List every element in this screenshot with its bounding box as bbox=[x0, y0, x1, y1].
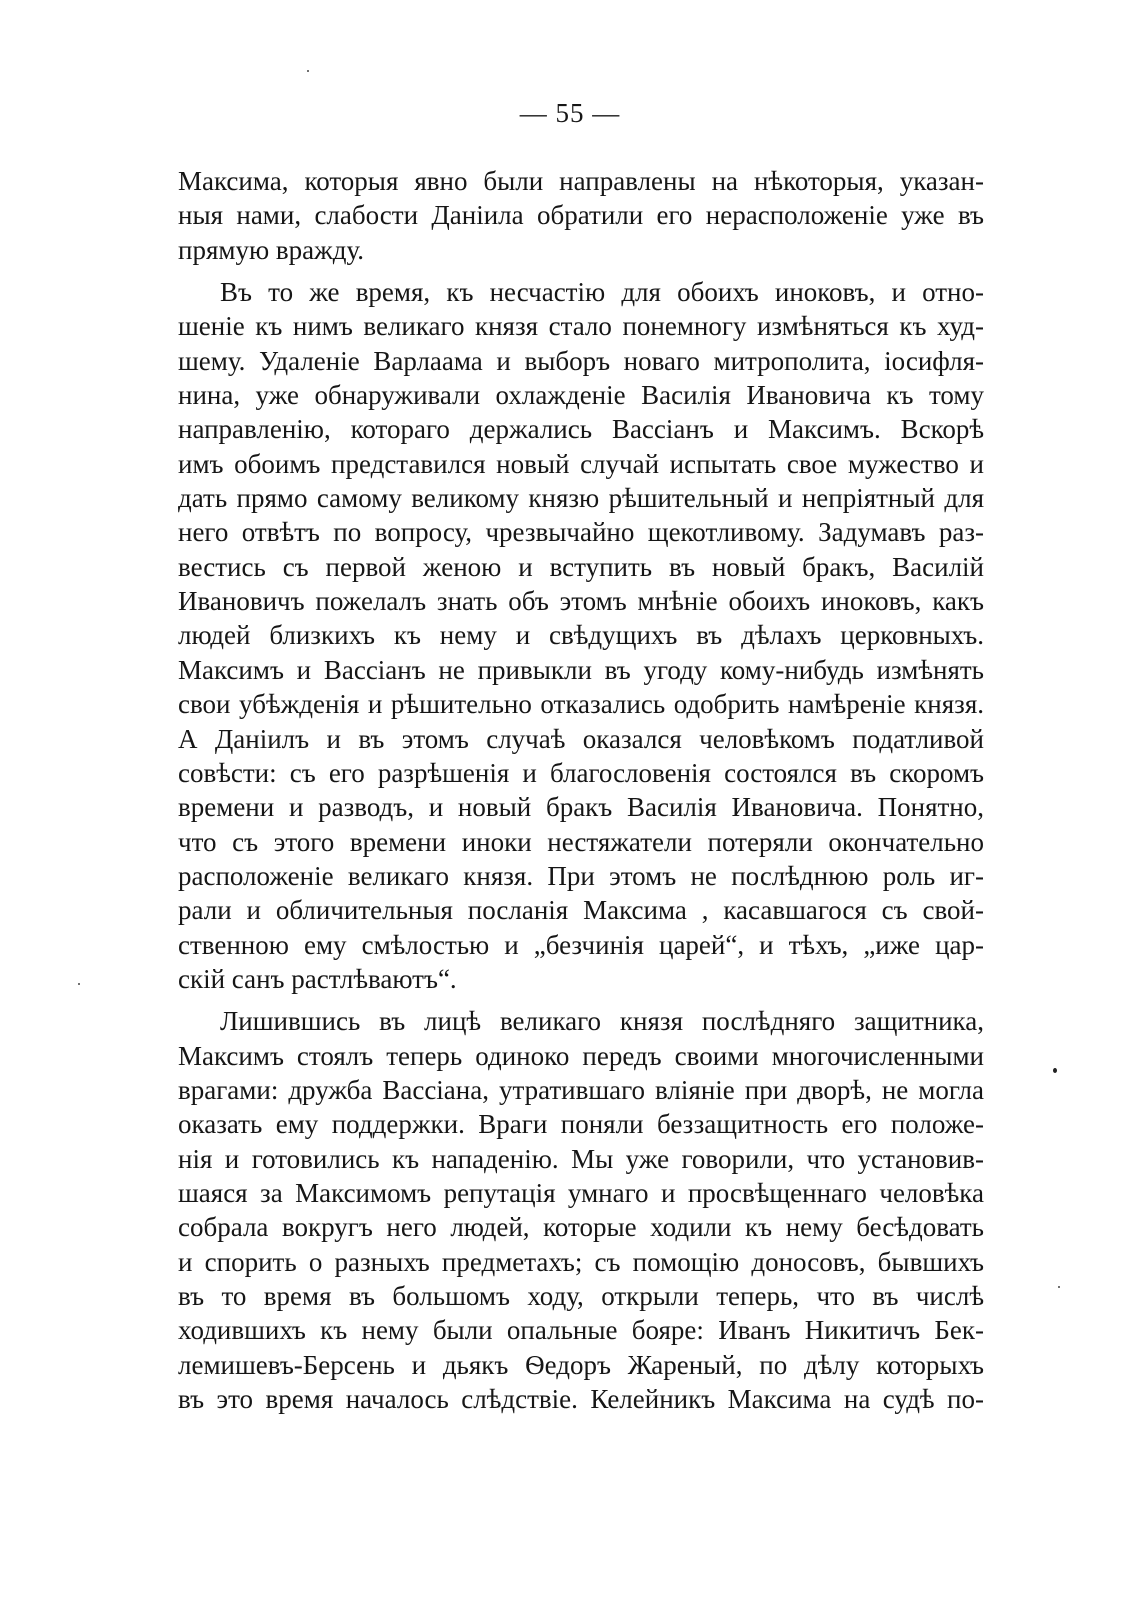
text-line: направленію, котораго держались Вассіанъ и Максимъ. Вскорѣ bbox=[178, 414, 984, 445]
body-text bbox=[178, 164, 984, 1416]
paragraph-1 bbox=[178, 164, 984, 267]
text-line: врагами: дружба Вассіана, утратившаго вліяніе при дворѣ, не могла bbox=[178, 1074, 984, 1105]
text-line: ныя нами, слабости Даніила обратили его нерасположеніе уже въ bbox=[178, 200, 984, 231]
text-line: въ это время началось слѣдствіе. Келейникъ Максима на судѣ по- bbox=[178, 1384, 984, 1415]
text-line: совѣсти: съ его разрѣшенія и благословенія состоялся въ скоромъ bbox=[178, 757, 984, 788]
text-line: шему. Удаленіе Варлаама и выборъ новаго митрополита, іосифля- bbox=[178, 345, 984, 376]
text-line: оказать ему поддержки. Враги поняли беззащитность его положе- bbox=[178, 1109, 984, 1140]
text-line: ходившихъ къ нему были опальные бояре: Иванъ Никитичъ Бек- bbox=[178, 1315, 984, 1346]
paragraph-3 bbox=[178, 1004, 984, 1416]
text-line: Максимъ и Вассіанъ не привыкли въ угоду кому-нибудь измѣнять bbox=[178, 654, 984, 685]
text-line: собрала вокругъ него людей, которые ходили къ нему бесѣдовать bbox=[178, 1212, 984, 1243]
text-line: Максимъ стоялъ теперь одиноко передъ своими многочисленными bbox=[178, 1040, 984, 1071]
text-line: Максима, которыя явно были направлены на нѣкоторыя, указан- bbox=[178, 166, 984, 196]
text-line: времени и разводъ, и новый бракъ Василія Ивановича. Понятно, bbox=[178, 792, 984, 823]
text-line: и спорить о разныхъ предметахъ; съ помощію доносовъ, бывшихъ bbox=[178, 1246, 984, 1277]
text-line: дать прямо самому великому князю рѣшительный и непріятный для bbox=[178, 483, 984, 514]
text-line: людей близкихъ къ нему и свѣдущихъ въ дѣлахъ церковныхъ. bbox=[178, 620, 984, 651]
text-line: Ивановичъ пожелалъ знать объ этомъ мнѣніе обоихъ иноковъ, какъ bbox=[178, 586, 984, 617]
page-number: — 55 — bbox=[519, 98, 621, 128]
scan-speck bbox=[1053, 1068, 1057, 1073]
text-line: свои убѣжденія и рѣшительно отказались одобрить намѣреніе князя. bbox=[178, 689, 984, 720]
text-line: расположеніе великаго князя. При этомъ не послѣднюю роль иг- bbox=[178, 860, 984, 891]
text-line: имъ обоимъ представился новый случай испытать свое мужество и bbox=[178, 448, 984, 479]
text-line: Лишившись въ лицѣ великаго князя послѣдняго защитника, bbox=[220, 1006, 984, 1037]
text-line: что съ этого времени иноки нестяжатели потеряли окончательно bbox=[178, 826, 984, 857]
text-line: нина, уже обнаруживали охлажденіе Василія Ивановича къ тому bbox=[178, 380, 984, 411]
text-line: шеніе къ нимъ великаго князя стало понемногу измѣняться къ худ- bbox=[178, 311, 984, 342]
text-line: Въ то же время, къ несчастію для обоихъ иноковъ, и отно- bbox=[220, 277, 984, 308]
scan-speck bbox=[1058, 1286, 1060, 1288]
text-line: въ то время въ большомъ ходу, открыли теперь, что въ числѣ bbox=[178, 1281, 984, 1311]
text-line: вестись съ первой женою и вступить въ новый бракъ, Василій bbox=[178, 551, 984, 582]
text-line: скій санъ растлѣваютъ“. bbox=[178, 963, 457, 994]
scan-speck bbox=[307, 70, 309, 72]
text-line: рали и обличительныя посланія Максима , касавшагося съ свой- bbox=[178, 895, 984, 926]
paragraph-gap bbox=[178, 267, 984, 275]
text-line: лемишевъ-Берсень и дьякъ Ѳедоръ Жареный, по дѣлу которыхъ bbox=[178, 1349, 984, 1380]
text-line: А Даніилъ и въ этомъ случаѣ оказался человѣкомъ податливой bbox=[178, 723, 984, 754]
paragraph-2 bbox=[178, 275, 984, 996]
text-line: него отвѣтъ по вопросу, чрезвычайно щекотливому. Задумавъ раз- bbox=[178, 517, 984, 548]
text-line: нія и готовились къ нападенію. Мы уже говорили, что установив- bbox=[178, 1143, 984, 1174]
text-line: ственною ему смѣлостью и „безчинія царей“, и тѣхъ, „иже цар- bbox=[178, 929, 984, 960]
text-line: прямую вражду. bbox=[178, 234, 365, 265]
text-line: шаяся за Максимомъ репутація умнаго и просвѣщеннаго человѣка bbox=[178, 1177, 984, 1208]
paragraph-gap bbox=[178, 996, 984, 1004]
scan-speck bbox=[78, 983, 80, 985]
